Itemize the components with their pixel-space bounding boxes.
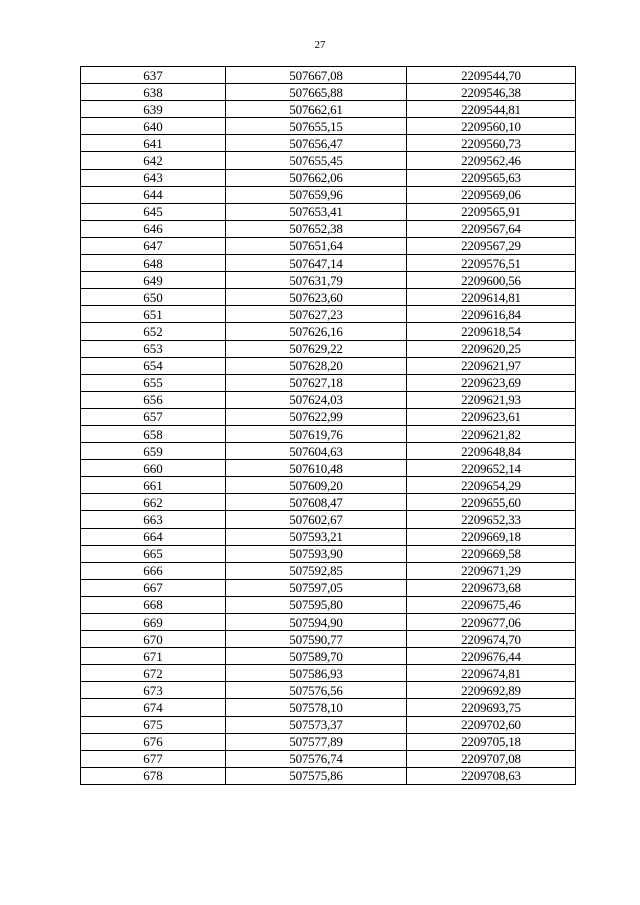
point-number-cell: 656 [81, 391, 226, 408]
y-coordinate-cell: 2209565,63 [407, 169, 576, 186]
table-row [81, 767, 576, 784]
table-row [81, 306, 576, 323]
x-coordinate-cell: 507647,14 [226, 255, 407, 272]
y-coordinate-cell: 2209544,70 [407, 67, 576, 84]
table-row [81, 220, 576, 237]
point-number-cell: 646 [81, 220, 226, 237]
y-coordinate-cell: 2209569,06 [407, 186, 576, 203]
y-coordinate-cell: 2209562,46 [407, 152, 576, 169]
y-coordinate-cell: 2209648,84 [407, 443, 576, 460]
x-coordinate-cell: 507608,47 [226, 494, 407, 511]
table-row [81, 323, 576, 340]
x-coordinate-cell: 507655,15 [226, 118, 407, 135]
y-coordinate-cell: 2209705,18 [407, 733, 576, 750]
y-coordinate-cell: 2209618,54 [407, 323, 576, 340]
x-coordinate-cell: 507576,56 [226, 682, 407, 699]
x-coordinate-cell: 507590,77 [226, 631, 407, 648]
point-number-cell: 661 [81, 477, 226, 494]
y-coordinate-cell: 2209560,10 [407, 118, 576, 135]
y-coordinate-cell: 2209708,63 [407, 767, 576, 784]
x-coordinate-cell: 507652,38 [226, 220, 407, 237]
x-coordinate-cell: 507592,85 [226, 562, 407, 579]
y-coordinate-cell: 2209621,97 [407, 357, 576, 374]
point-number-cell: 655 [81, 374, 226, 391]
table-row [81, 118, 576, 135]
x-coordinate-cell: 507626,16 [226, 323, 407, 340]
y-coordinate-cell: 2209669,58 [407, 545, 576, 562]
point-number-cell: 650 [81, 289, 226, 306]
y-coordinate-cell: 2209693,75 [407, 699, 576, 716]
x-coordinate-cell: 507610,48 [226, 460, 407, 477]
point-number-cell: 672 [81, 665, 226, 682]
table-row [81, 477, 576, 494]
point-number-cell: 653 [81, 340, 226, 357]
point-number-cell: 652 [81, 323, 226, 340]
y-coordinate-cell: 2209567,64 [407, 220, 576, 237]
x-coordinate-cell: 507627,18 [226, 374, 407, 391]
x-coordinate-cell: 507576,74 [226, 750, 407, 767]
point-number-cell: 647 [81, 237, 226, 254]
x-coordinate-cell: 507653,41 [226, 203, 407, 220]
point-number-cell: 663 [81, 511, 226, 528]
x-coordinate-cell: 507595,80 [226, 596, 407, 613]
x-coordinate-cell: 507662,61 [226, 101, 407, 118]
coordinates-table-body [81, 67, 576, 785]
y-coordinate-cell: 2209623,69 [407, 374, 576, 391]
point-number-cell: 674 [81, 699, 226, 716]
x-coordinate-cell: 507628,20 [226, 357, 407, 374]
x-coordinate-cell: 507665,88 [226, 84, 407, 101]
table-row [81, 614, 576, 631]
point-number-cell: 648 [81, 255, 226, 272]
x-coordinate-cell: 507656,47 [226, 135, 407, 152]
table-row [81, 750, 576, 767]
x-coordinate-cell: 507662,06 [226, 169, 407, 186]
x-coordinate-cell: 507589,70 [226, 648, 407, 665]
table-row [81, 408, 576, 425]
y-coordinate-cell: 2209567,29 [407, 237, 576, 254]
table-row [81, 733, 576, 750]
y-coordinate-cell: 2209702,60 [407, 716, 576, 733]
point-number-cell: 654 [81, 357, 226, 374]
point-number-cell: 660 [81, 460, 226, 477]
point-number-cell: 678 [81, 767, 226, 784]
point-number-cell: 639 [81, 101, 226, 118]
point-number-cell: 638 [81, 84, 226, 101]
y-coordinate-cell: 2209675,46 [407, 596, 576, 613]
y-coordinate-cell: 2209614,81 [407, 289, 576, 306]
table-row [81, 391, 576, 408]
point-number-cell: 649 [81, 272, 226, 289]
point-number-cell: 637 [81, 67, 226, 84]
y-coordinate-cell: 2209621,93 [407, 391, 576, 408]
y-coordinate-cell: 2209673,68 [407, 579, 576, 596]
y-coordinate-cell: 2209616,84 [407, 306, 576, 323]
table-row [81, 152, 576, 169]
table-row [81, 511, 576, 528]
table-row [81, 631, 576, 648]
table-row [81, 357, 576, 374]
point-number-cell: 664 [81, 528, 226, 545]
x-coordinate-cell: 507659,96 [226, 186, 407, 203]
point-number-cell: 642 [81, 152, 226, 169]
point-number-cell: 658 [81, 425, 226, 442]
x-coordinate-cell: 507604,63 [226, 443, 407, 460]
table-row [81, 425, 576, 442]
table-row [81, 545, 576, 562]
point-number-cell: 677 [81, 750, 226, 767]
table-row [81, 648, 576, 665]
point-number-cell: 662 [81, 494, 226, 511]
y-coordinate-cell: 2209707,08 [407, 750, 576, 767]
point-number-cell: 673 [81, 682, 226, 699]
table-row [81, 443, 576, 460]
y-coordinate-cell: 2209655,60 [407, 494, 576, 511]
table-row [81, 135, 576, 152]
y-coordinate-cell: 2209674,70 [407, 631, 576, 648]
y-coordinate-cell: 2209674,81 [407, 665, 576, 682]
table-row [81, 272, 576, 289]
point-number-cell: 657 [81, 408, 226, 425]
x-coordinate-cell: 507593,90 [226, 545, 407, 562]
y-coordinate-cell: 2209676,44 [407, 648, 576, 665]
point-number-cell: 659 [81, 443, 226, 460]
x-coordinate-cell: 507622,99 [226, 408, 407, 425]
page-number: 27 [314, 39, 326, 51]
x-coordinate-cell: 507624,03 [226, 391, 407, 408]
x-coordinate-cell: 507629,22 [226, 340, 407, 357]
point-number-cell: 667 [81, 579, 226, 596]
table-row [81, 237, 576, 254]
table-row [81, 665, 576, 682]
point-number-cell: 644 [81, 186, 226, 203]
x-coordinate-cell: 507602,67 [226, 511, 407, 528]
y-coordinate-cell: 2209652,14 [407, 460, 576, 477]
point-number-cell: 676 [81, 733, 226, 750]
table-row [81, 289, 576, 306]
y-coordinate-cell: 2209546,38 [407, 84, 576, 101]
point-number-cell: 669 [81, 614, 226, 631]
table-row [81, 494, 576, 511]
x-coordinate-cell: 507631,79 [226, 272, 407, 289]
table-row [81, 374, 576, 391]
y-coordinate-cell: 2209623,61 [407, 408, 576, 425]
table-row [81, 682, 576, 699]
table-row [81, 460, 576, 477]
point-number-cell: 641 [81, 135, 226, 152]
y-coordinate-cell: 2209565,91 [407, 203, 576, 220]
point-number-cell: 643 [81, 169, 226, 186]
y-coordinate-cell: 2209544,81 [407, 101, 576, 118]
table-row [81, 255, 576, 272]
y-coordinate-cell: 2209600,56 [407, 272, 576, 289]
point-number-cell: 671 [81, 648, 226, 665]
y-coordinate-cell: 2209652,33 [407, 511, 576, 528]
x-coordinate-cell: 507578,10 [226, 699, 407, 716]
table-row [81, 186, 576, 203]
x-coordinate-cell: 507575,86 [226, 767, 407, 784]
x-coordinate-cell: 507609,20 [226, 477, 407, 494]
table-row [81, 84, 576, 101]
x-coordinate-cell: 507594,90 [226, 614, 407, 631]
y-coordinate-cell: 2209576,51 [407, 255, 576, 272]
y-coordinate-cell: 2209620,25 [407, 340, 576, 357]
table-row [81, 716, 576, 733]
y-coordinate-cell: 2209692,89 [407, 682, 576, 699]
x-coordinate-cell: 507627,23 [226, 306, 407, 323]
x-coordinate-cell: 507651,64 [226, 237, 407, 254]
point-number-cell: 666 [81, 562, 226, 579]
y-coordinate-cell: 2209677,06 [407, 614, 576, 631]
x-coordinate-cell: 507573,37 [226, 716, 407, 733]
point-number-cell: 645 [81, 203, 226, 220]
x-coordinate-cell: 507586,93 [226, 665, 407, 682]
table-row [81, 340, 576, 357]
table-row [81, 528, 576, 545]
x-coordinate-cell: 507593,21 [226, 528, 407, 545]
table-row [81, 596, 576, 613]
y-coordinate-cell: 2209671,29 [407, 562, 576, 579]
x-coordinate-cell: 507667,08 [226, 67, 407, 84]
y-coordinate-cell: 2209669,18 [407, 528, 576, 545]
point-number-cell: 675 [81, 716, 226, 733]
coordinates-table [80, 66, 576, 785]
table-row [81, 203, 576, 220]
x-coordinate-cell: 507597,05 [226, 579, 407, 596]
y-coordinate-cell: 2209560,73 [407, 135, 576, 152]
point-number-cell: 670 [81, 631, 226, 648]
x-coordinate-cell: 507577,89 [226, 733, 407, 750]
point-number-cell: 665 [81, 545, 226, 562]
point-number-cell: 668 [81, 596, 226, 613]
table-row [81, 562, 576, 579]
y-coordinate-cell: 2209621,82 [407, 425, 576, 442]
x-coordinate-cell: 507655,45 [226, 152, 407, 169]
point-number-cell: 651 [81, 306, 226, 323]
y-coordinate-cell: 2209654,29 [407, 477, 576, 494]
table-row [81, 101, 576, 118]
x-coordinate-cell: 507619,76 [226, 425, 407, 442]
x-coordinate-cell: 507623,60 [226, 289, 407, 306]
table-row [81, 67, 576, 84]
table-row [81, 579, 576, 596]
table-row [81, 169, 576, 186]
table-row [81, 699, 576, 716]
point-number-cell: 640 [81, 118, 226, 135]
